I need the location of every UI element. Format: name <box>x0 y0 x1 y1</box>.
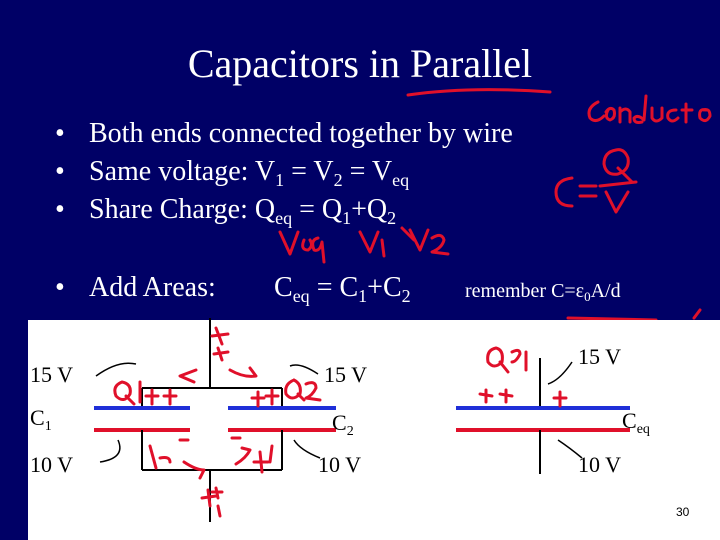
eq-text: C <box>274 272 293 303</box>
subscript: 2 <box>387 208 397 228</box>
subscript: eq <box>392 170 410 190</box>
c2-letter: C <box>332 410 347 435</box>
middle-top-voltage: 15 V <box>324 362 367 387</box>
slide-number: 30 <box>676 505 690 519</box>
subscript: 2 <box>333 170 343 190</box>
ceq-letter: C <box>622 408 637 433</box>
eq-text: = C <box>309 272 359 303</box>
right-bottom-voltage: 10 V <box>578 452 621 477</box>
left-bottom-voltage: 10 V <box>30 452 73 477</box>
eq-text: +C <box>367 272 402 303</box>
subscript: 1 <box>358 286 368 306</box>
subscript: 1 <box>342 208 352 228</box>
subscript: 1 <box>44 419 52 434</box>
subscript: 1 <box>275 170 285 190</box>
bullet-text: Add Areas: <box>89 272 216 303</box>
subscript: 0 <box>584 289 591 304</box>
bullet-marker: • <box>55 194 65 225</box>
bullet-text: Same voltage: V <box>89 156 276 187</box>
bullet-marker: • <box>55 156 65 187</box>
bullet-text: Both ends connected together by wire <box>89 118 513 149</box>
bullet-marker: • <box>55 118 65 149</box>
bullet-text: Share Charge: Q <box>89 194 276 225</box>
left-top-voltage: 15 V <box>30 362 73 387</box>
subscript: eq <box>292 286 310 306</box>
c1-letter: C <box>30 405 45 430</box>
bullet-text: = V <box>342 156 393 187</box>
remember-text: remember C=ε <box>465 280 585 302</box>
subscript: 2 <box>401 286 411 306</box>
right-top-voltage: 15 V <box>578 344 621 369</box>
bullet-text: = V <box>284 156 334 187</box>
subscript: 2 <box>346 424 354 439</box>
subscript: eq <box>275 208 293 228</box>
middle-bottom-voltage: 10 V <box>318 452 361 477</box>
bullet-marker: • <box>55 272 65 303</box>
subscript: eq <box>636 422 650 437</box>
slide-title: Capacitors in Parallel <box>187 41 533 86</box>
bullet-text: = Q <box>292 194 343 225</box>
remember-text: A/d <box>590 280 621 302</box>
bullet-text: +Q <box>351 194 388 225</box>
